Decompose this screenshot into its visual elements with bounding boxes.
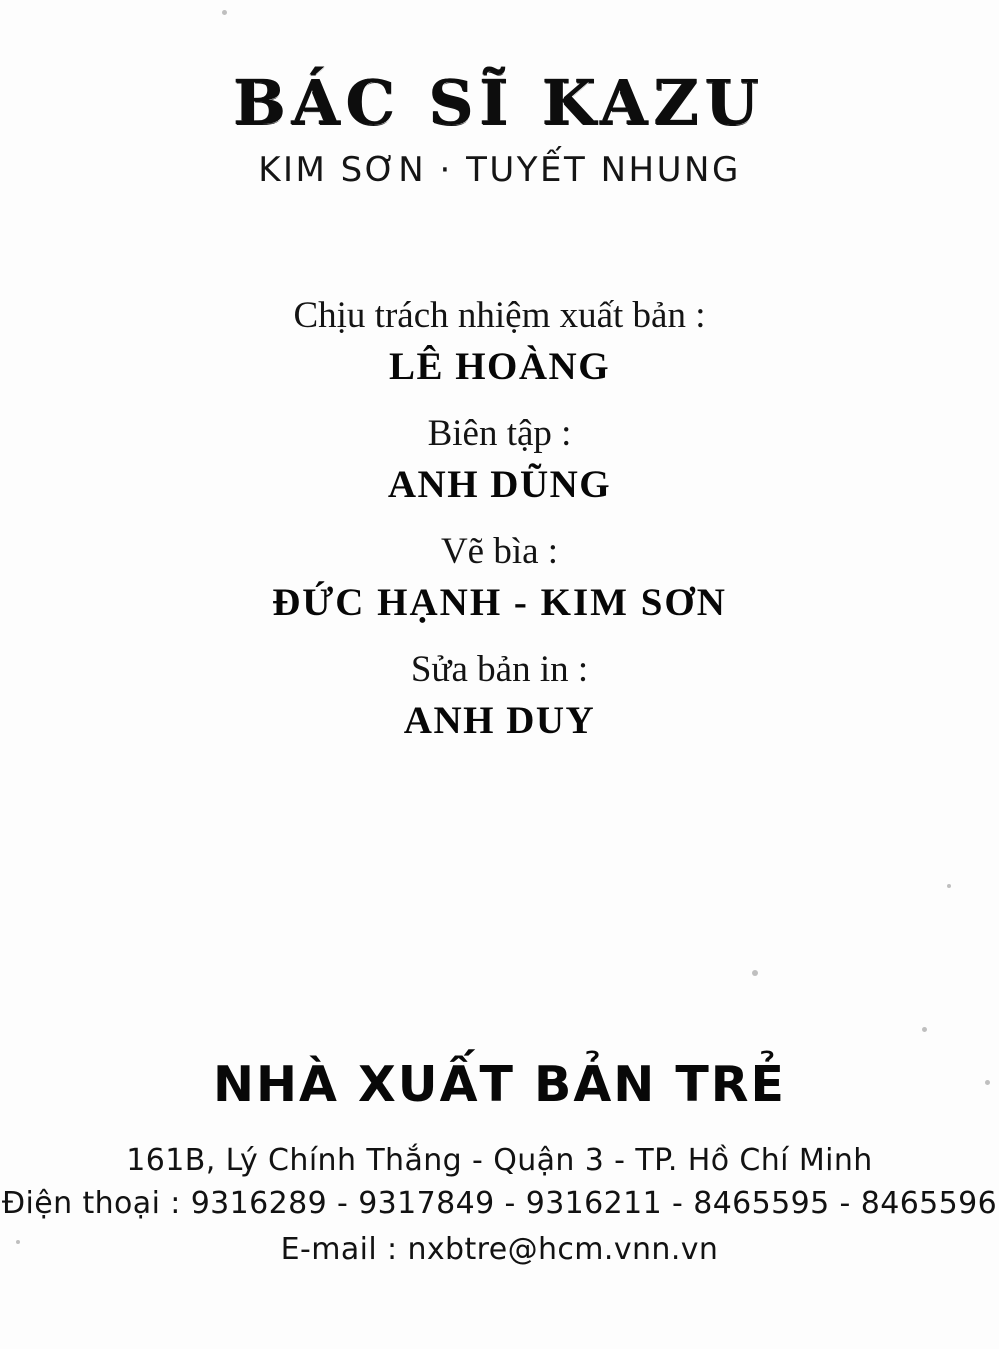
credit-role-publishing-responsibility: Chịu trách nhiệm xuất bản : [293,295,706,336]
publisher-block [0,1056,999,1272]
credit-name-editor: ANH DŨNG [387,463,612,507]
scan-speck [922,1027,927,1032]
title-block [0,66,999,190]
book-title: BÁC SĨ KAZU [233,66,766,139]
credit-role-cover-art: Vẽ bìa : [440,530,559,572]
book-authors: KIM SƠN · TUYẾT NHUNG [258,150,741,190]
credits-block [0,292,999,764]
scan-speck [222,10,227,15]
publisher-name: NHÀ XUẤT BẢN TRẺ [213,1055,786,1113]
credit-role-proofreader: Sửa bản in : [410,648,589,690]
credit-name-cover-art: ĐỨC HẠNH - KIM SƠN [272,581,727,625]
publisher-address: 161B, Lý Chính Thắng - Quận 3 - TP. Hồ Chí Minh [126,1142,873,1178]
scan-speck [947,884,951,888]
credit-name-publishing-responsibility: LÊ HOÀNG [388,345,611,389]
credit-name-proofreader: ANH DUY [403,699,596,743]
scan-speck [752,970,758,976]
publisher-email: E-mail : nxbtre@hcm.vnn.vn [280,1231,719,1267]
credit-role-editor: Biên tập : [427,412,572,454]
publisher-phone: Điện thoại : 9316289 - 9317849 - 9316211 - 8465595 - 8465596 [1,1186,998,1221]
